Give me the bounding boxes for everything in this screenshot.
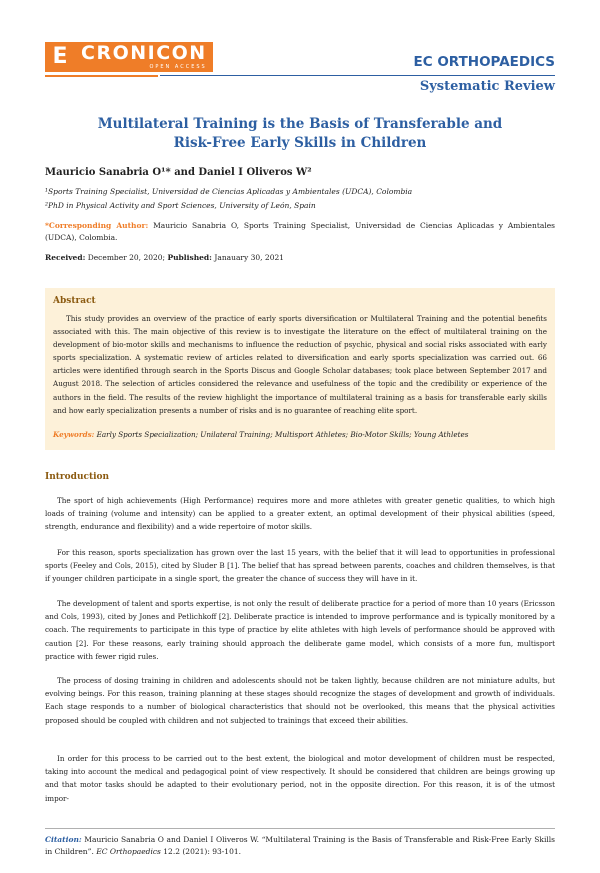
introduction-heading: Introduction bbox=[45, 472, 110, 482]
logo-mark: E bbox=[45, 42, 75, 72]
published-label: Published: bbox=[167, 253, 212, 262]
abstract-body: This study provides an overview of the practice of early sports diversification or Multilateral Training and the potential benefits associated with this. The main objective of this review is to investigate the literature on the effect of multilateral training on the development of bio-motor skills and mechanisms to influence the reduction of psychic, physical and social risks associated with early sports specialization. A systematic review of articles related to diversification and early sports specialization was carried out. 66 articles were identified through search in the Sports Discus and Google Scholar databases; took place between September 2017 and August 2018. The selection of articles considered the relevance and usefulness of the topic and the credibility or experience of the authors in the field. The results of the review highlight the importance of multilateral training as a basis for transferable early skills and how early specialization presents a number of risks and is no guarantee of reaching elite sport. bbox=[53, 314, 547, 415]
citation-text: Mauricio Sanabria O and Daniel I Oliveros W. “Multilateral Training is the Basis of Transferable and Risk-Free Early Skills in Children”. bbox=[45, 835, 555, 856]
abstract-box bbox=[45, 288, 555, 450]
citation-tail: 12.2 (2021): 93-101. bbox=[160, 847, 242, 856]
journal-name: EC ORTHOPAEDICS bbox=[413, 54, 555, 70]
header-rule-orange bbox=[45, 75, 158, 77]
title-line-1: Multilateral Training is the Basis of Transferable and bbox=[97, 116, 503, 132]
article-dates bbox=[45, 253, 284, 262]
intro-paragraph-1: The sport of high achievements (High Performance) requires more and more athletes with greater genetic qualities, to which high loads of training (volume and intensity) can be applied to a greater extent, an optimal development of their physical abilities (speed, strength, endurance and flexibility) and a wide repertoire of motor skills. bbox=[45, 496, 555, 532]
authors: Mauricio Sanabria O¹* and Daniel I Oliveros W² bbox=[45, 167, 312, 178]
cronicon-logo bbox=[45, 42, 213, 72]
affiliation-1: ¹Sports Training Specialist, Universidad de Ciencias Aplicadas y Ambientales (UDCA), Colombia bbox=[45, 187, 413, 196]
logo-subtitle: OPEN ACCESS bbox=[149, 64, 207, 70]
corresponding-label: *Corresponding Author: bbox=[45, 221, 149, 230]
keywords-label: Keywords: bbox=[53, 430, 95, 439]
keywords-text: Early Sports Specialization; Unilateral Training; Multisport Athletes; Bio-Motor Skills; Young Athletes bbox=[94, 430, 469, 439]
received-label: Received: bbox=[45, 253, 86, 262]
logo-word: CRONICON bbox=[81, 42, 207, 64]
citation bbox=[45, 834, 555, 858]
title-line-2: Risk-Free Early Skills in Children bbox=[173, 135, 427, 151]
footer-rule bbox=[45, 828, 555, 829]
intro-paragraph-3: The development of talent and sports expertise, is not only the result of deliberate practice for a period of more than 10 years (Ericsson and Cols, 1993), cited by Jones and Petlichkoff [2]. Deliberate practice is intended to improve performance and is typically monitored by a coach. The requirements to participate in this type of practice by elite athletes with high levels of performance should be approved with caution [2]. For these reasons, early training should approach the deliberate game model, which consists of a more fun, multisport practice with fewer rigid rules. bbox=[45, 599, 555, 661]
article-type: Systematic Review bbox=[419, 79, 555, 94]
logo-text bbox=[75, 42, 213, 72]
intro-paragraph-4: The process of dosing training in children and adolescents should not be taken lightly, because children are not miniature adults, but evolving beings. For this reason, training planning at these stages should recognize the stages of development and growth of individuals. Each stage responds to a number of biological characteristics that should not be overlooked, this means that the physical activities proposed should be coupled with children and not subjected to trainings that exceed their abilities. bbox=[45, 676, 555, 725]
abstract-heading: Abstract bbox=[53, 296, 96, 306]
citation-journal: EC Orthopaedics bbox=[96, 847, 161, 856]
header-rule-blue bbox=[160, 75, 555, 76]
citation-label: Citation: bbox=[45, 835, 82, 844]
article-title bbox=[60, 115, 540, 153]
corresponding-author bbox=[45, 220, 555, 244]
intro-paragraph-5: In order for this process to be carried out to the best extent, the biological and motor development of children must be respected, taking into account the medical and pedagogical point of view respectively. It should be considered that children are beings growing up and that motor tasks should be adapted to their evolutionary period, not in the opposite direction. For this reason, it is of the utmost impor- bbox=[45, 754, 555, 803]
published-date: Janauary 30, 2021 bbox=[211, 253, 285, 262]
corresponding-text: Mauricio Sanabria O, Sports Training Specialist, Universidad de Ciencias Aplicadas y Ambientales (UDCA), Colombia. bbox=[45, 221, 555, 242]
affiliation-2: ²PhD in Physical Activity and Sport Sciences, University of León, Spain bbox=[45, 201, 316, 210]
received-date: December 20, 2020; bbox=[85, 253, 168, 262]
keywords bbox=[53, 430, 547, 439]
intro-paragraph-2: For this reason, sports specialization has grown over the last 15 years, with the belief that it will lead to opportunities in professional sports (Feeley and Cols, 2015), cited by Sluder B [1]. The belief that has spread between parents, coaches and children themselves, is that if younger children participate in a single sport, the greater the chance of success they will have in it. bbox=[45, 548, 555, 584]
